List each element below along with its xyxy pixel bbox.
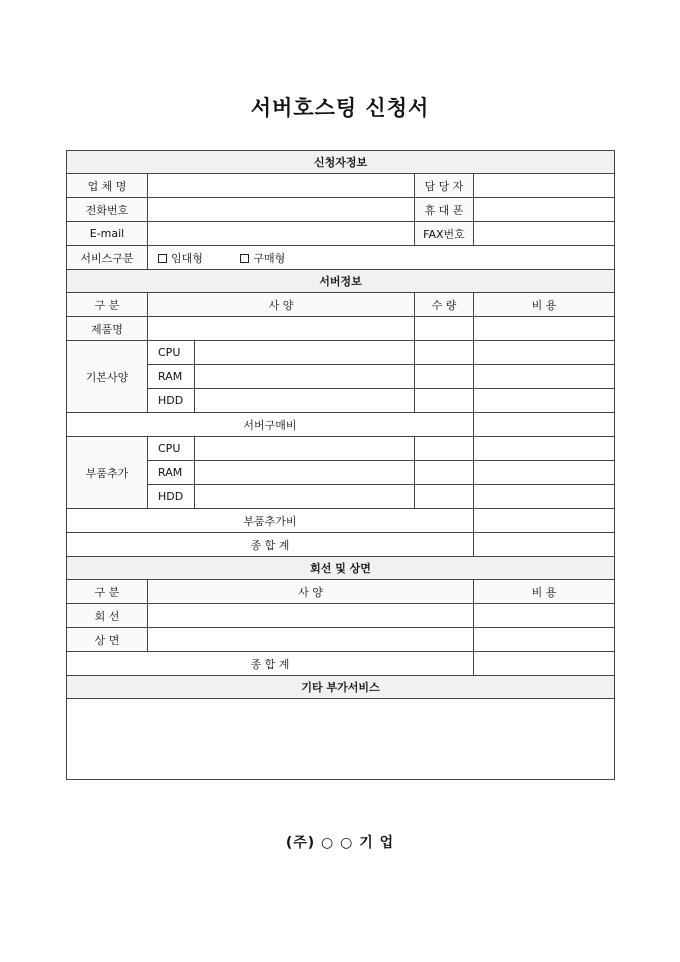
field-rack-cost[interactable] xyxy=(474,628,615,652)
label-basic-spec: 기본사양 xyxy=(67,341,148,413)
field-product-cost[interactable] xyxy=(474,317,615,341)
field-added-ram-spec[interactable] xyxy=(195,461,415,485)
label-email: E-mail xyxy=(67,222,148,246)
field-added-hdd-cost[interactable] xyxy=(474,485,615,509)
label-server-total: 종 합 계 xyxy=(67,533,474,557)
option-lease-label: 임대형 xyxy=(171,251,203,265)
checkbox-purchase-icon[interactable] xyxy=(240,254,249,263)
field-basic-ram-spec[interactable] xyxy=(195,365,415,389)
field-added-cpu-qty[interactable] xyxy=(415,437,474,461)
field-rack-spec[interactable] xyxy=(148,628,474,652)
field-manager[interactable] xyxy=(474,174,615,198)
field-other-services[interactable] xyxy=(67,699,615,780)
label-manager: 담 당 자 xyxy=(415,174,474,198)
field-basic-cpu-qty[interactable] xyxy=(415,341,474,365)
field-added-cpu-cost[interactable] xyxy=(474,437,615,461)
field-mobile[interactable] xyxy=(474,198,615,222)
field-product-qty[interactable] xyxy=(415,317,474,341)
field-circuit-spec[interactable] xyxy=(148,604,474,628)
field-company[interactable] xyxy=(148,174,415,198)
label-phone: 전화번호 xyxy=(67,198,148,222)
service-type-options xyxy=(148,246,615,270)
section-line-header: 회선 및 상면 xyxy=(67,557,615,580)
field-added-ram-qty[interactable] xyxy=(415,461,474,485)
field-basic-ram-qty[interactable] xyxy=(415,365,474,389)
label-added-hdd: HDD xyxy=(148,485,195,509)
section-applicant-header: 신청자정보 xyxy=(67,151,615,174)
label-purchase-cost: 서버구매비 xyxy=(67,413,474,437)
label-product-name: 제품명 xyxy=(67,317,148,341)
server-col-qty: 수 량 xyxy=(415,293,474,317)
company-footer: (주) ○ ○ 기 업 xyxy=(285,835,395,851)
option-purchase[interactable] xyxy=(238,252,285,265)
field-phone[interactable] xyxy=(148,198,415,222)
option-lease[interactable] xyxy=(156,252,203,265)
section-other-header: 기타 부가서비스 xyxy=(67,676,615,699)
field-added-hdd-qty[interactable] xyxy=(415,485,474,509)
field-basic-hdd-qty[interactable] xyxy=(415,389,474,413)
application-form xyxy=(66,150,615,780)
field-basic-cpu-spec[interactable] xyxy=(195,341,415,365)
label-added-cpu: CPU xyxy=(148,437,195,461)
field-added-hdd-spec[interactable] xyxy=(195,485,415,509)
label-company: 업 체 명 xyxy=(67,174,148,198)
label-service-type: 서비스구분 xyxy=(67,246,148,270)
server-col-spec: 사 양 xyxy=(148,293,415,317)
field-line-total[interactable] xyxy=(474,652,615,676)
server-col-category: 구 분 xyxy=(67,293,148,317)
label-circuit: 회 선 xyxy=(67,604,148,628)
label-added-ram: RAM xyxy=(148,461,195,485)
label-mobile: 휴 대 폰 xyxy=(415,198,474,222)
field-purchase-cost[interactable] xyxy=(474,413,615,437)
field-server-total[interactable] xyxy=(474,533,615,557)
label-line-total: 종 합 계 xyxy=(67,652,474,676)
checkbox-lease-icon[interactable] xyxy=(158,254,167,263)
server-col-cost: 비 용 xyxy=(474,293,615,317)
field-basic-hdd-cost[interactable] xyxy=(474,389,615,413)
field-product-spec[interactable] xyxy=(148,317,415,341)
field-basic-ram-cost[interactable] xyxy=(474,365,615,389)
field-email[interactable] xyxy=(148,222,415,246)
label-parts-added: 부품추가 xyxy=(67,437,148,509)
label-basic-cpu: CPU xyxy=(148,341,195,365)
line-col-category: 구 분 xyxy=(67,580,148,604)
field-added-cpu-spec[interactable] xyxy=(195,437,415,461)
section-server-header: 서버정보 xyxy=(67,270,615,293)
label-parts-cost: 부품추가비 xyxy=(67,509,474,533)
field-parts-cost[interactable] xyxy=(474,509,615,533)
label-basic-ram: RAM xyxy=(148,365,195,389)
field-circuit-cost[interactable] xyxy=(474,604,615,628)
line-col-cost: 비 용 xyxy=(474,580,615,604)
line-col-spec: 사 양 xyxy=(148,580,474,604)
field-basic-cpu-cost[interactable] xyxy=(474,341,615,365)
label-fax: FAX번호 xyxy=(415,222,474,246)
field-added-ram-cost[interactable] xyxy=(474,461,615,485)
field-basic-hdd-spec[interactable] xyxy=(195,389,415,413)
label-basic-hdd: HDD xyxy=(148,389,195,413)
option-purchase-label: 구매형 xyxy=(253,251,286,265)
field-fax[interactable] xyxy=(474,222,615,246)
label-rack: 상 면 xyxy=(67,628,148,652)
document-title: 서버호스팅 신청서 xyxy=(250,96,430,120)
